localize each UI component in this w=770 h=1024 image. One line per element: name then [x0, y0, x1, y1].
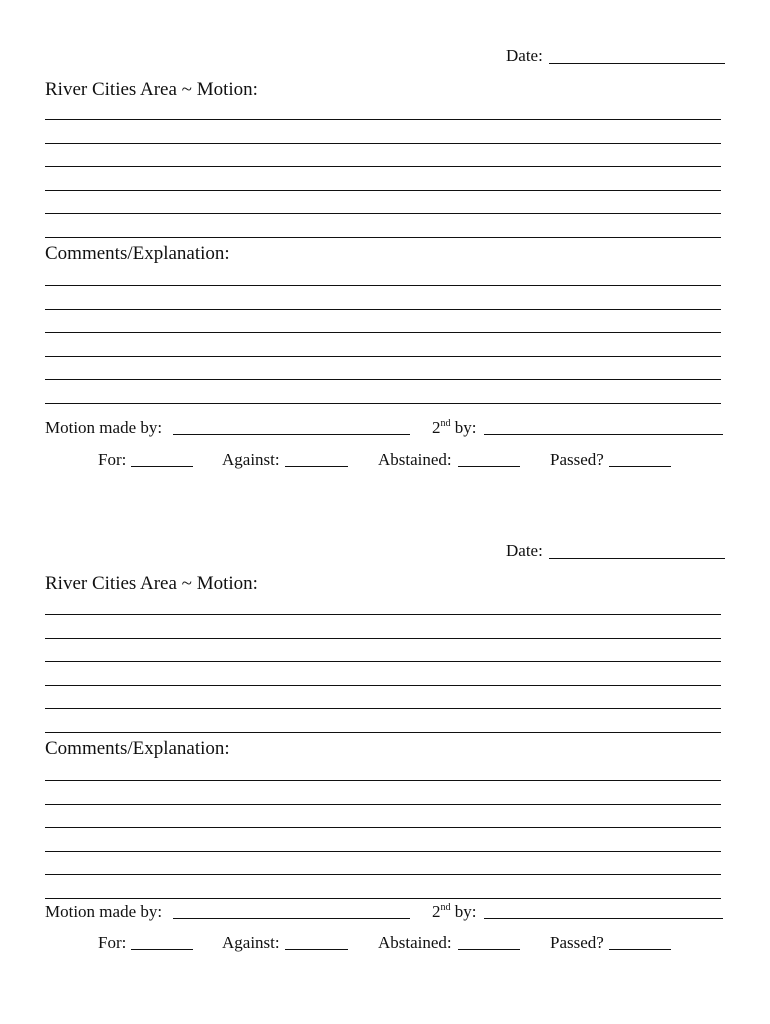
passed-field[interactable]: [609, 466, 671, 467]
motion-line[interactable]: [45, 732, 721, 733]
date-label: Date:: [506, 46, 543, 65]
motion-made-by-field[interactable]: [173, 434, 410, 435]
for-label: For:: [98, 933, 127, 952]
comments-line[interactable]: [45, 898, 721, 899]
motion-made-by-field[interactable]: [173, 918, 410, 919]
against-field[interactable]: [285, 949, 348, 950]
motion-line[interactable]: [45, 213, 721, 214]
second-by-field[interactable]: [484, 918, 723, 919]
abstained-label: Abstained:: [378, 933, 452, 952]
comments-line[interactable]: [45, 780, 721, 781]
passed-label: Passed?: [550, 933, 604, 952]
for-field[interactable]: [131, 466, 193, 467]
motion-heading: River Cities Area ~ Motion:: [45, 79, 258, 100]
comments-line[interactable]: [45, 285, 721, 286]
against-label: Against:: [222, 933, 280, 952]
against-label: Against:: [222, 450, 280, 469]
comments-line[interactable]: [45, 379, 721, 380]
motion-line[interactable]: [45, 638, 721, 639]
motion-line[interactable]: [45, 685, 721, 686]
for-field[interactable]: [131, 949, 193, 950]
comments-line[interactable]: [45, 403, 721, 404]
motion-line[interactable]: [45, 166, 721, 167]
motion-heading: River Cities Area ~ Motion:: [45, 573, 258, 594]
abstained-label: Abstained:: [378, 450, 452, 469]
comments-line[interactable]: [45, 827, 721, 828]
motion-made-by-label: Motion made by:: [45, 418, 163, 437]
date-field[interactable]: [549, 558, 725, 559]
motion-line[interactable]: [45, 237, 721, 238]
comments-line[interactable]: [45, 309, 721, 310]
motion-line[interactable]: [45, 119, 721, 120]
motion-line[interactable]: [45, 143, 721, 144]
date-field[interactable]: [549, 63, 725, 64]
comments-heading: Comments/Explanation:: [45, 738, 230, 759]
abstained-field[interactable]: [458, 466, 520, 467]
comments-line[interactable]: [45, 356, 721, 357]
motion-line[interactable]: [45, 708, 721, 709]
comments-line[interactable]: [45, 851, 721, 852]
motion-made-by-label: Motion made by:: [45, 902, 163, 921]
passed-field[interactable]: [609, 949, 671, 950]
second-by-label: 2nd by:: [432, 418, 477, 437]
comments-line[interactable]: [45, 804, 721, 805]
motion-line[interactable]: [45, 190, 721, 191]
date-label: Date:: [506, 541, 543, 560]
comments-line[interactable]: [45, 332, 721, 333]
motion-line[interactable]: [45, 661, 721, 662]
against-field[interactable]: [285, 466, 348, 467]
for-label: For:: [98, 450, 127, 469]
comments-line[interactable]: [45, 874, 721, 875]
comments-heading: Comments/Explanation:: [45, 243, 230, 264]
abstained-field[interactable]: [458, 949, 520, 950]
second-by-label: 2nd by:: [432, 902, 477, 921]
motion-line[interactable]: [45, 614, 721, 615]
second-by-field[interactable]: [484, 434, 723, 435]
passed-label: Passed?: [550, 450, 604, 469]
